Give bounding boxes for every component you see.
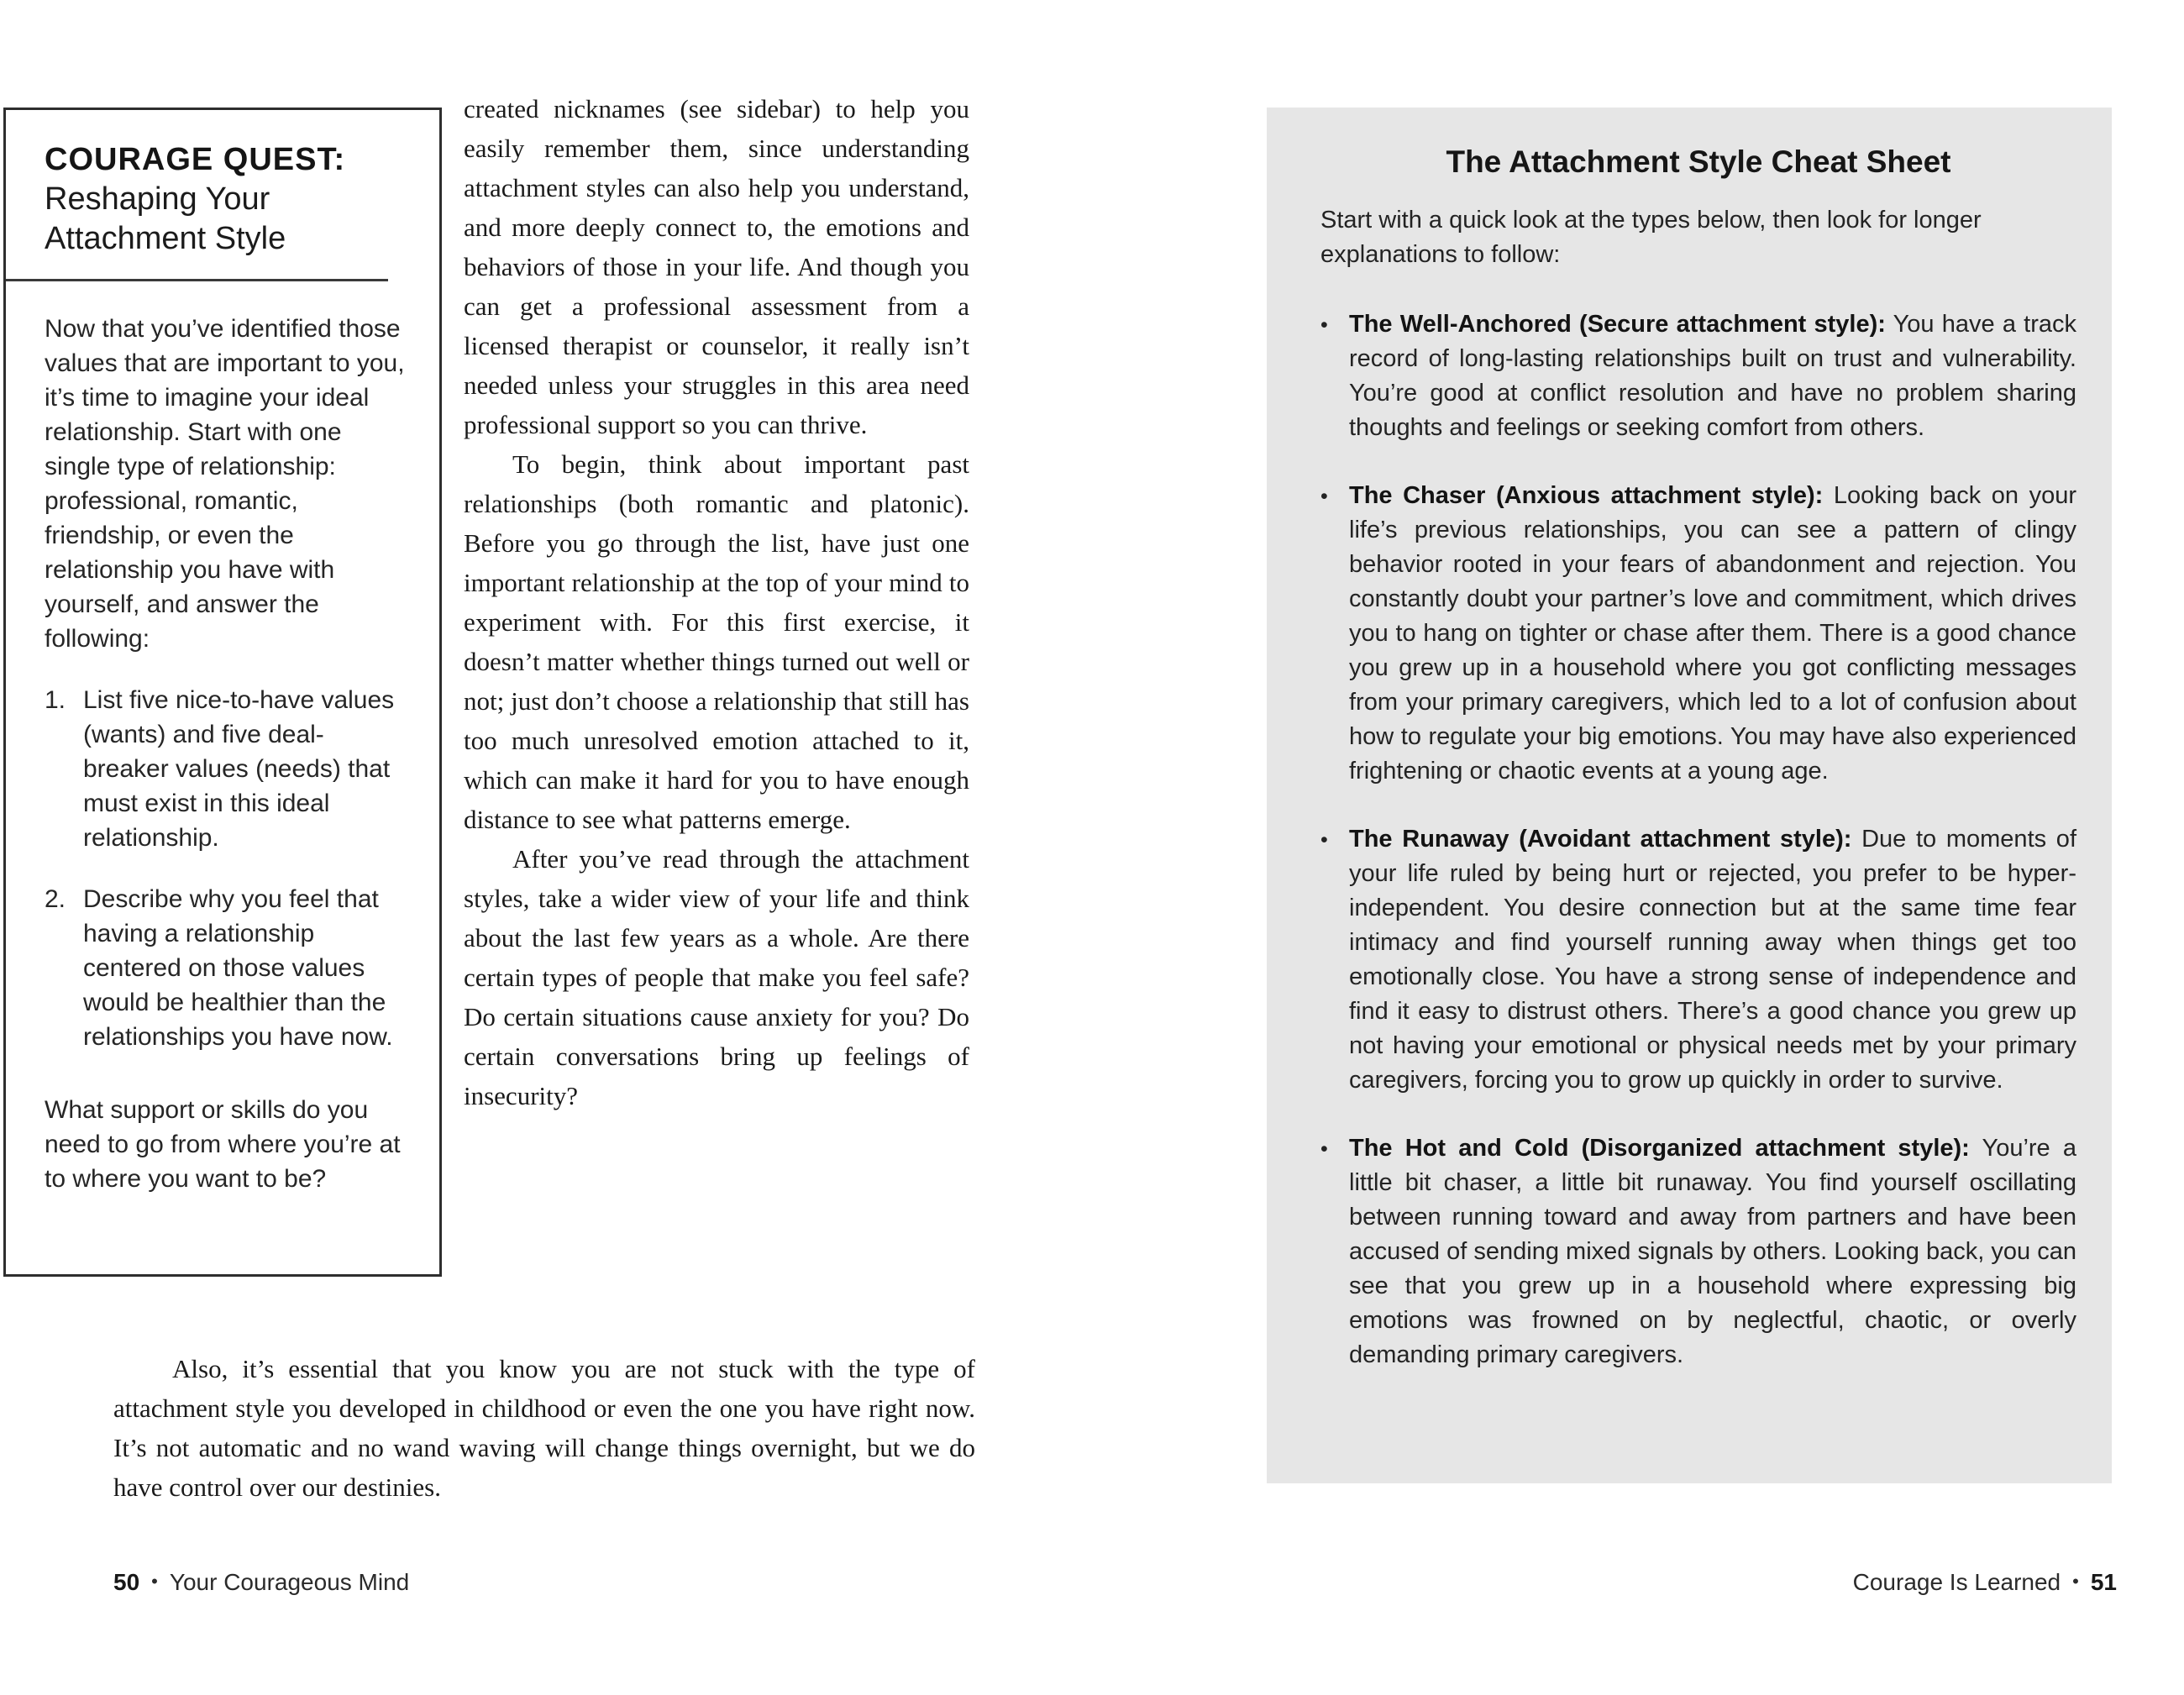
list-item-text: Describe why you feel that having a relationship centered on those values would be healthier than the relationships you have now. — [83, 885, 393, 1051]
bullet-marker-icon: • — [1320, 485, 1328, 508]
attachment-cheat-sheet-box — [1267, 108, 2112, 1483]
list-item — [45, 882, 406, 1054]
list-item — [45, 683, 406, 855]
callout-title-line-2: Attachment Style — [45, 221, 286, 256]
body-text-column — [464, 89, 969, 1115]
body-paragraph: After you’ve read through the attachment styles, take a wider view of your life and think about the last few years as a whole. Are there certain types of people that make you feel safe? Do certain situations cause anxiety for you? Do certain conversations bring up feelings of insecurity? — [464, 844, 969, 1110]
bullet-marker-icon: • — [1320, 313, 1328, 337]
list-item-number: 1. — [45, 686, 66, 714]
cheat-sheet-title: The Attachment Style Cheat Sheet — [1446, 144, 1951, 179]
left-page-footer — [113, 1569, 409, 1596]
bullet-text — [1349, 307, 2076, 445]
bullet-lead: The Well-Anchored (Secure attachment style): — [1349, 311, 1886, 338]
bullet-item-runaway — [1320, 822, 2076, 1098]
bullet-lead: The Chaser (Anxious attachment style): — [1349, 482, 1824, 509]
right-footer-label: Courage Is Learned — [1852, 1569, 2061, 1595]
bullet-body: You’re a little bit chaser, a little bit runaway. You find yourself oscillating between running toward and away from partners and have been accused of sending mixed signals by others. Looking back, you can see that you grew up in a household where expressing big emotions was frowned on by neglectful, chaotic, or overly demanding primary caregivers. — [1349, 1135, 2076, 1368]
bullet-lead: The Hot and Cold (Disorganized attachment style): — [1349, 1135, 1970, 1162]
dot-separator-icon: • — [2072, 1571, 2079, 1592]
bullet-lead: The Runaway (Avoidant attachment style): — [1349, 826, 1852, 853]
bullet-body: You have a track record of long-lasting relationships built on trust and vulnerability. You’re good at conflict resolution and have no problem sharing thoughts and feelings or seeking comfort from others. — [1349, 311, 2076, 441]
bullet-item-hot-and-cold — [1320, 1131, 2076, 1372]
callout-divider — [6, 279, 388, 281]
callout-kicker: COURAGE QUEST: — [45, 142, 346, 177]
bullet-item-well-anchored — [1320, 307, 2076, 445]
body-paragraph: To begin, think about important past relationships (both romantic and platonic). Before you go through the list, have just one important relationship at the top of your mind to experiment with. For this first exercise, it doesn’t matter whether things turned out well or not; just don’t choose a relationship that still has too much unresolved emotion attached to it, which can make it hard for you to have enough distance to see what patterns emerge. — [464, 449, 969, 834]
left-footer-label: Your Courageous Mind — [169, 1569, 410, 1595]
callout-intro: Now that you’ve identified those values that are important to you, it’s time to imagine your ideal relationship. Start with one single type of relationship: professional, romantic, friendship, or even the relationship you have with yourself, and answer the following: — [45, 315, 405, 653]
bullet-text — [1349, 479, 2076, 789]
left-page-number: 50 — [113, 1569, 140, 1595]
bullet-text — [1349, 822, 2076, 1098]
bullet-body: Due to moments of your life ruled by being hurt or rejected, you prefer to be hyper-independent. You desire connection but at the same time fear intimacy and find yourself running away when things get too emotionally close. You have a strong sense of independence and find it easy to distrust others. There’s a good chance you grew up not having your emotional or physical needs met by your primary caregivers, forcing you to grow up quickly in order to survive. — [1349, 826, 2076, 1094]
bullet-marker-icon: • — [1320, 828, 1328, 852]
bullet-item-chaser — [1320, 479, 2076, 789]
right-page-number: 51 — [2090, 1569, 2117, 1595]
right-page-footer — [1267, 1569, 2117, 1596]
callout-numbered-list — [45, 683, 406, 1054]
callout-closing-question: What support or skills do you need to go from where you’re at to where you want to be? — [45, 1096, 401, 1193]
courage-quest-callout-box — [3, 108, 442, 1277]
dot-separator-icon: • — [151, 1571, 158, 1592]
list-item-text: List five nice-to-have values (wants) and five deal-breaker values (needs) that must exist in this ideal relationship. — [83, 686, 395, 852]
bullet-body: Looking back on your life’s previous relationships, you can see a pattern of clingy behavior rooted in your fears of abandonment and rejection. You constantly doubt your partner’s love and commitment, which drives you to hang on tighter or chase after them. There is a good chance you grew up in a household where you got conflicting messages from your primary caregivers, which led to a lot of confusion about how to regulate your big emotions. You may have also experienced frightening or chaotic events at a young age. — [1349, 482, 2076, 785]
bullet-text — [1349, 1131, 2076, 1372]
callout-title-line-1: Reshaping Your — [45, 181, 270, 217]
bottom-full-width-paragraph: Also, it’s essential that you know you are not stuck with the type of attachment style you developed in childhood or even the one you have right now. It’s not automatic and no wand waving will change things overnight, but we do have control over our destinies. — [113, 1354, 975, 1502]
body-paragraph: created nicknames (see sidebar) to help you easily remember them, since understanding attachment styles can also help you understand, and more deeply connect to, the emotions and behaviors of those in your life. And though you can get a professional assessment from a licensed therapist or counselor, it really isn’t needed unless your struggles in this area need professional support so you can thrive. — [464, 94, 969, 439]
list-item-number: 2. — [45, 885, 66, 913]
bullet-marker-icon: • — [1320, 1137, 1328, 1161]
cheat-sheet-intro: Start with a quick look at the types below, then look for longer explanations to follow: — [1320, 207, 1982, 268]
